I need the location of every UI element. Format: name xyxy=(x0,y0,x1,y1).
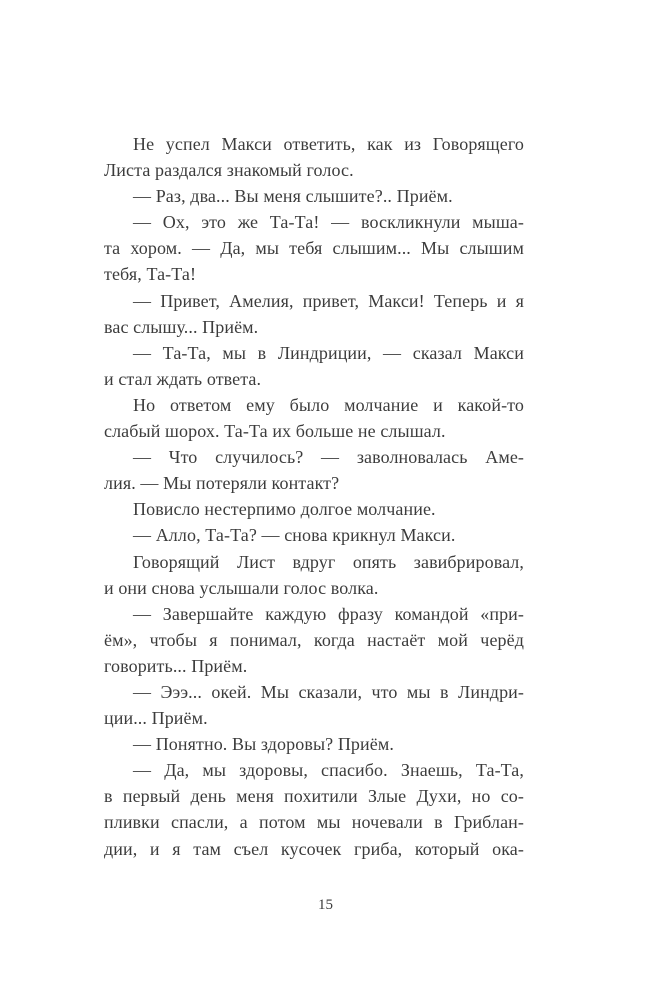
text-line: — Понятно. Вы здоровы? Приём. xyxy=(133,734,394,755)
text-line: — Привет, Амелия, привет, Макси! Теперь и я xyxy=(133,290,524,311)
text-line: та хором. — Да, мы тебя слышим... Мы слышим xyxy=(104,238,524,259)
text-line: вас слышу... Приём. xyxy=(104,316,259,337)
text-line: — Алло, Та-Та? — снова крикнул Макси. xyxy=(133,525,456,546)
text-line: Повисло нестерпимо долгое молчание. xyxy=(133,499,436,520)
text-line: дии, и я там съел кусочек гриба, который ока- xyxy=(104,838,524,859)
page-number: 15 xyxy=(318,897,333,913)
text-line: тебя, Та-Та! xyxy=(104,264,197,285)
text-line: — Что случилось? — заволновалась Аме- xyxy=(133,447,524,468)
text-line: ции... Приём. xyxy=(104,708,208,729)
text-line: слабый шорох. Та-Та их больше не слышал. xyxy=(104,421,446,442)
text-line: и стал ждать ответа. xyxy=(104,368,262,389)
text-line: — Завершайте каждую фразу командой «при- xyxy=(133,603,524,624)
text-line: лия. — Мы потеряли контакт? xyxy=(104,473,340,494)
text-line: — Раз, два... Вы меня слышите?.. Приём. xyxy=(133,186,453,207)
text-line: — Ох, это же Та-Та! — воскликнули мыша- xyxy=(133,212,524,233)
text-line: — Та-Та, мы в Линдриции, — сказал Макси xyxy=(133,342,524,363)
text-line: Не успел Макси ответить, как из Говорящего xyxy=(133,134,524,154)
text-line: — Да, мы здоровы, спасибо. Знаешь, Та-Та, xyxy=(133,760,524,781)
text-line: и они снова услышали голос волка. xyxy=(104,577,379,598)
text-line: ём», чтобы я понимал, когда настаёт мой черёд xyxy=(104,629,524,650)
text-line: в первый день меня похитили Злые Духи, но со- xyxy=(104,786,524,807)
text-line: Говорящий Лист вдруг опять завибрировал, xyxy=(133,551,524,572)
text-line: Но ответом ему было молчание и какой-то xyxy=(133,394,524,415)
text-line: Листа раздался знакомый голос. xyxy=(104,160,354,181)
page-text xyxy=(104,131,524,862)
text-line: говорить... Приём. xyxy=(104,655,248,676)
text-line: пливки спасли, а потом мы ночевали в Гриблан- xyxy=(104,812,524,833)
text-line: — Эээ... окей. Мы сказали, что мы в Линдри- xyxy=(133,681,524,702)
